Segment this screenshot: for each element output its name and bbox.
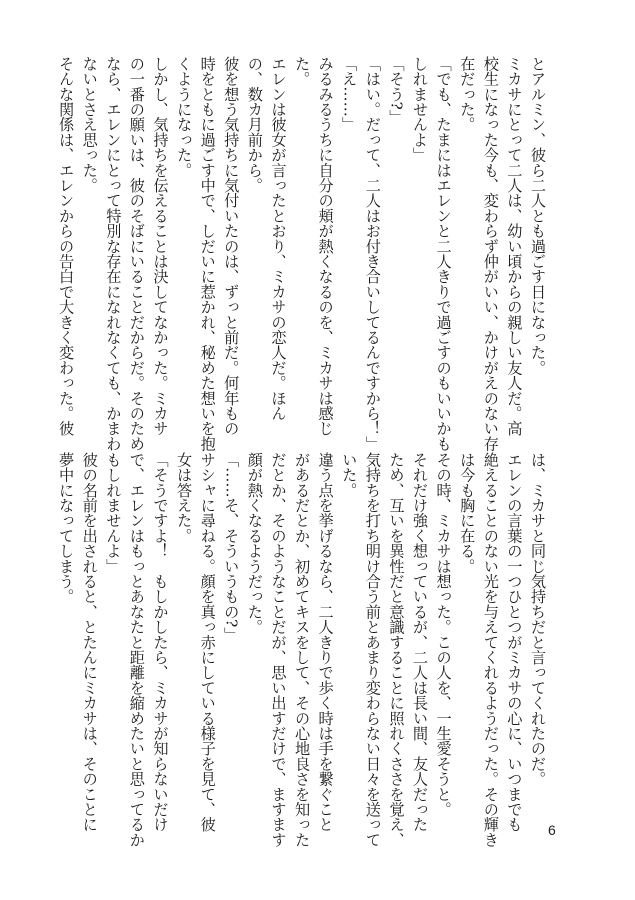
text-line: た。 <box>293 56 312 87</box>
text-line: 絶えることのない光を与えてくれるようだった。その輝き <box>481 452 500 848</box>
text-line: 女は答えた。 <box>175 452 194 544</box>
text-line: もしれませんよ」 <box>104 452 123 574</box>
text-line: 「はい。だって、二人はお付き合いしてるんですから！」 <box>363 56 382 452</box>
text-line: は今も胸に在る。 <box>458 452 477 574</box>
lower-text-block <box>57 452 549 848</box>
text-line: ないとさえ思った。 <box>80 56 99 193</box>
text-line: があるだとか、初めてキスをして、その心地良さを知った <box>293 452 312 848</box>
text-line: 「え……」 <box>340 56 359 132</box>
text-line: その時、ミカサは想った。この人を、一生愛そうと。 <box>434 452 453 817</box>
text-line: そんな関係は、エレンからの告白で大きく変わった。彼 <box>57 56 76 436</box>
text-line: の一番の願いは、彼のそばにいることだからだ。そのため <box>127 56 146 452</box>
text-line: 気持ちを打ち明け合う前とあまり変わらない日々を送って <box>363 452 382 848</box>
text-line: ため、互いを異性だと意識することに照れくささを覚え、 <box>387 452 406 848</box>
text-line: とアルミン、彼ら二人とも過ごす日になった。 <box>529 56 547 376</box>
upper-text-block <box>57 56 549 452</box>
text-line: 違う点を挙げるなら、二人きりで歩く時は手を繋ぐこと <box>316 452 335 832</box>
text-line: 「でも、たまにはエレンと二人きりで過ごすのもいいかも <box>434 56 453 452</box>
text-line: しかし、気持ちを伝えることは決してなかった。ミカサ <box>151 56 170 436</box>
text-line: 在だった。 <box>458 56 477 132</box>
text-line: だとか、そのようなことだが、思い出すだけで、ますます <box>269 452 288 848</box>
text-line: エレンの言葉の一つひとつがミカサの心に、いつまでも <box>505 452 524 832</box>
text-line: は、ミカサと同じ気持ちだと言ってくれたのだ。 <box>529 452 547 787</box>
text-line: みるみるうちに自分の頬が熱くなるのを、ミカサは感じ <box>316 56 335 436</box>
text-line: ミカサにとって二人は、幼い頃からの親しい友人だ。高 <box>505 56 524 436</box>
text-line: 校生になった今も、変わらず仲がいい、かけがえのない存 <box>481 56 500 452</box>
text-line: の、数カ月前から。 <box>245 56 264 193</box>
text-line: それだけ強く想っているが、二人は長い間、友人だった <box>411 452 430 832</box>
text-line: 顔が熱くなるようだった。 <box>245 452 264 635</box>
text-line: くようになった。 <box>175 56 194 178</box>
text-line: 「そう?」 <box>387 56 406 125</box>
text-line: エレンは彼女が言ったとおり、ミカサの恋人だ。ほん <box>269 56 288 421</box>
text-line: で、エレンはもっとあなたと距離を縮めたいと思ってるか <box>127 452 146 848</box>
text-line: 「そうですよ！ もしかしたら、ミカサが知らないだけ <box>151 452 170 832</box>
text-line: 「……そ、そういうもの?」 <box>222 452 241 643</box>
text-line: しれませんよ」 <box>411 56 430 163</box>
text-line: 彼の名前を出されると、とたんにミカサは、そのことに <box>80 452 99 832</box>
text-line: サシャに尋ねる。顔を真っ赤にしている様子を見て、彼 <box>198 452 217 832</box>
text-line: 彼を想う気持ちに気付いたのは、ずっと前だ。何年もの <box>222 56 241 436</box>
text-line: 時をともに過ごす中で、しだいに惹かれ、秘めた想いを抱 <box>198 56 217 452</box>
text-line: なら、エレンにとって特別な存在になれなくても、かまわ <box>104 56 123 452</box>
text-line: いた。 <box>340 452 359 498</box>
text-line: 夢中になってしまう。 <box>57 452 76 604</box>
page-number: 6 <box>548 822 556 838</box>
